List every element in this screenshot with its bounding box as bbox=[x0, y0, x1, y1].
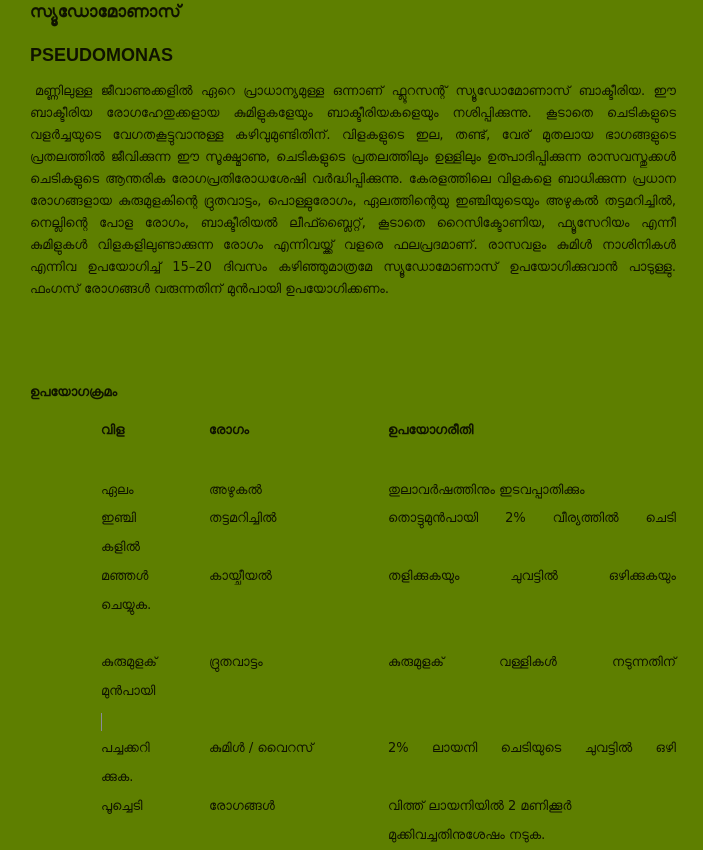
cell-crop: ഏലം bbox=[101, 483, 134, 498]
cell-disease: അഴുകൽ bbox=[209, 483, 262, 498]
cell-disease: ദ്രുതവാട്ടം bbox=[209, 655, 263, 670]
cell-crop: കുരുമുളക് bbox=[101, 655, 158, 670]
cell-crop-continued: ക്കുക. bbox=[101, 770, 134, 785]
document-title-malayalam: സ്യൂഡോമോണാസ് bbox=[30, 2, 181, 22]
intro-paragraph: മണ്ണിലുള്ള ജീവാണുക്കളിൽ ഏറെ പ്രാധാന്യമുള്ള ഒന്നാണ് ഫ്ലൂറസന്റ് സ്യൂഡോമോണാസ് ബാക്ടീരിയ. ഈ ബാക്ടീരിയ രോഗഹേതുക്കളായ കുമിളുകളേയും ബാക്ടീരിയകളെയും നശിപ്പിക്കുന്നു. കൂടാതെ ചെടികളുടെ വളർച്ചയുടെ വേഗതകൂട്ടുവാനുള്ള കഴിവുമുണ്ടിതിന്. വിളകളുടെ ഇല, തണ്ട്, വേര് മുതലായ ഭാഗങ്ങളുടെ പ്രതലത്തിൽ ജീവിക്കുന്ന ഈ സൂക്ഷ്മാണു, ചെടികളുടെ പ്രതലത്തിലും ഉള്ളിലും ഉത്പാദിപ്പിക്കുന്ന രാസവസ്തുക്കൾ ചെടികളുടെ ആന്തരിക രോഗപ്രതിരോധശേഷി വർദ്ധിപ്പിക്കുന്നു. കേരളത്തിലെ വിളകളെ ബാധിക്കുന്ന പ്രധാന രോഗങ്ങളായ കുരുമുളകിന്റെ ദ്രുതവാട്ടം, പൊള്ളുരോഗം, ഏലത്തിന്റെയു ഇഞ്ചിയുടെയും അഴുകൽ തട്ടമറിച്ചിൽ, നെല്ലിന്റെ പോള രോഗം, ബാക്ടീരിയൽ ലീഫ്ബ്ലൈറ്റ്, കൂടാതെ റൈസിക്ടോണിയ, ഫ്യൂസേറിയം എന്നീ കുമിളുകൾ വിളകളിലുണ്ടാക്കുന്ന രോഗം എന്നിവയ്ക്ക് വളരെ ഫലപ്രദമാണ്. രാസവളം കുമിൾ നാശിനികൾ എന്നിവ ഉപയോഗിച്ച് 15–20 ദിവസം കഴിഞ്ഞുമാത്രമേ സ്യൂഡോമോണാസ് ഉപയോഗിക്കുവാൻ പാടുള്ളു. ഫംഗസ് രോഗങ്ങൾ വരുന്നതിന് മുൻപായി ഉപയോഗിക്കണം. bbox=[30, 84, 676, 297]
cell-crop-continued: മുൻപായി bbox=[101, 684, 156, 699]
cell-crop-continued: കളിൽ bbox=[101, 540, 140, 555]
cell-method: വിത്ത് ലായനിയിൽ 2 മണിക്കൂർ bbox=[388, 799, 572, 814]
cell-crop: പൂച്ചെടി bbox=[101, 799, 143, 814]
cell-method: തളിക്കുകയും ചുവട്ടിൽ ഒഴിക്കുകയും bbox=[388, 569, 676, 584]
cell-disease: കുമിൾ / വൈറസ് bbox=[209, 741, 314, 756]
cell-crop-continued: ചെയ്യുക. bbox=[101, 598, 152, 613]
cell-method: തുലാവർഷത്തിനും ഇടവപ്പാതിക്കും bbox=[388, 483, 585, 498]
cell-method-continued: മുക്കിവച്ചതിനുശേഷം നടുക. bbox=[388, 828, 546, 843]
column-header-crop: വിള bbox=[101, 423, 125, 438]
cell-method: കുരുമുളക് വള്ളികൾ നടുന്നതിന് bbox=[388, 655, 676, 670]
column-header-method: ഉപയോഗരീതി bbox=[388, 423, 474, 438]
cell-disease: തട്ടമറിച്ചിൽ bbox=[209, 511, 277, 526]
cell-method: 2% ലായനി ചെടിയുടെ ചുവട്ടിൽ ഒഴി bbox=[388, 741, 676, 756]
cell-method: തൊട്ടുമുൻപായി 2% വീര്യത്തിൽ ചെടി bbox=[388, 511, 676, 526]
column-header-disease: രോഗം bbox=[209, 423, 250, 438]
usage-section-heading: ഉപയോഗക്രമം bbox=[30, 385, 118, 400]
cell-crop: ഇഞ്ചി bbox=[101, 511, 137, 526]
cell-disease: കായ്ചീയൽ bbox=[209, 569, 272, 584]
document-title-english: PSEUDOMONAS bbox=[30, 45, 174, 65]
cell-crop: പച്ചക്കറി bbox=[101, 741, 150, 756]
text-cursor bbox=[101, 713, 102, 731]
cell-crop: മഞ്ഞൾ bbox=[101, 569, 149, 584]
cell-disease: രോഗങ്ങൾ bbox=[209, 799, 275, 814]
